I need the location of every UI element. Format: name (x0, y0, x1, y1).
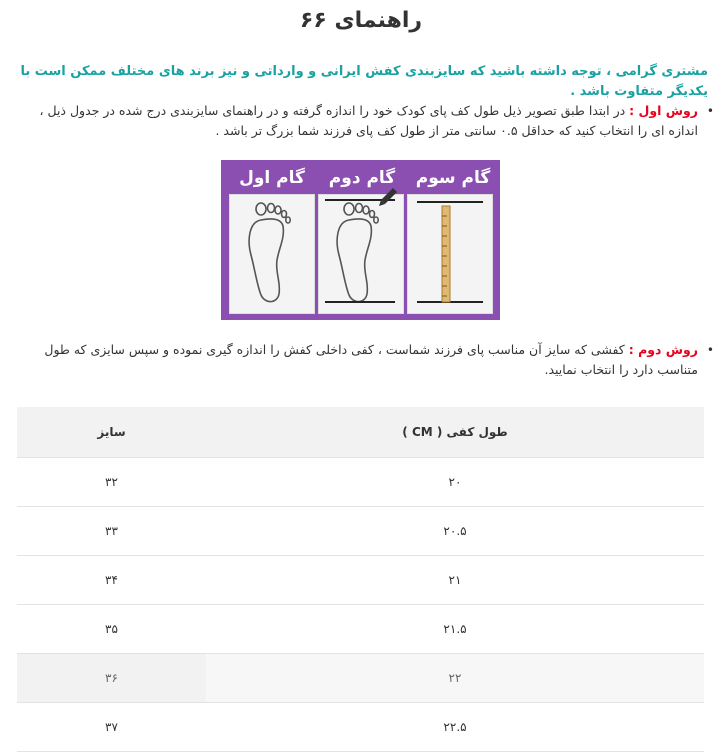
size-column-header: سایز (17, 407, 206, 458)
size-cell: ۳۶ (17, 654, 206, 703)
table-row-highlighted (17, 654, 704, 703)
intro-notice: مشتری گرامی ، توجه داشته باشید که سایزبندی کفش ایرانی و وارداتی و نیز برند های مختلف ممکن است با یکدیگر متفاوت باشد . (20, 64, 708, 99)
length-cell: ۲۰.۵ (206, 507, 704, 556)
step-one-label: گام اول (239, 168, 305, 188)
table-row (17, 507, 704, 556)
length-cell: ۲۲ (206, 654, 704, 703)
table-row (17, 556, 704, 605)
method-one-label: روش اول : (629, 103, 698, 118)
length-cell: ۲۰ (206, 458, 704, 507)
length-cell: ۲۱ (206, 556, 704, 605)
size-cell: ۳۷ (17, 703, 206, 752)
footprint-icon (337, 203, 378, 302)
method-one (14, 101, 714, 141)
length-cell: ۲۱.۵ (206, 605, 704, 654)
page-title: راهنمای ۶۶ (299, 8, 423, 33)
size-table (17, 407, 704, 752)
size-cell: ۳۳ (17, 507, 206, 556)
footprint-drawings (221, 160, 500, 320)
length-cell: ۲۲.۵ (206, 703, 704, 752)
bullet-icon: • (706, 343, 714, 357)
footprint-icon (249, 203, 290, 302)
table-row (17, 703, 704, 752)
length-column-header: طول کفی ( CM ) (206, 407, 704, 458)
method-one-text: در ابتدا طبق تصویر ذیل طول کف پای کودک خود را اندازه گرفته و در راهنمای سایزبندی درج شده در جدول ذیل ، اندازه ای را انتخاب کنید که حداقل ۰.۵ سانتی متر از طول کف پای فرزند شما بزرگ تر باشد . (39, 103, 698, 138)
method-two-text: کفشی که سایز آن مناسب پای فرزند شماست ، کفی داخلی کفش را اندازه گیری نموده و سپس سایزی که طول متناسب دارد را انتخاب نمایید. (44, 342, 698, 377)
method-two-label: روش دوم : (628, 342, 698, 357)
size-cell: ۳۵ (17, 605, 206, 654)
bullet-icon: • (706, 104, 714, 118)
measurement-guide-image (221, 160, 500, 320)
table-header-row (17, 407, 704, 458)
pencil-icon (379, 188, 397, 206)
table-row (17, 458, 704, 507)
size-cell: ۳۲ (17, 458, 206, 507)
step-three-label: گام سوم (415, 168, 491, 188)
table-row (17, 605, 704, 654)
method-two (14, 340, 714, 380)
ruler-icon (442, 206, 450, 302)
step-two-label: گام دوم (328, 168, 396, 188)
size-cell: ۳۴ (17, 556, 206, 605)
